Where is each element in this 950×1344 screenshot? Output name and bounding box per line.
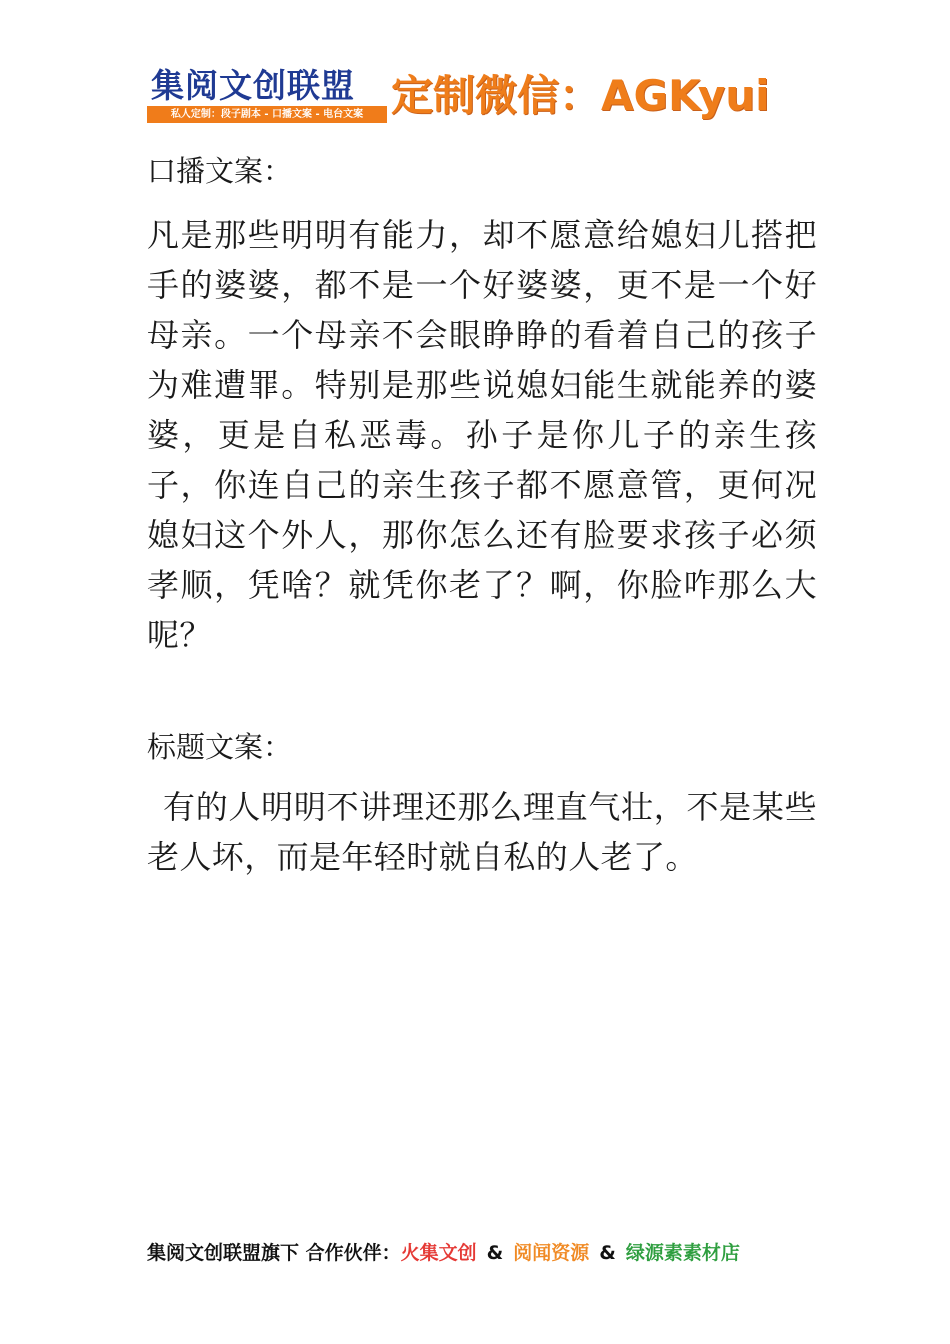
partner-yuewen: 阅闻资源 xyxy=(513,1242,590,1264)
oral-copy-paragraph: 凡是那些明明有能力，却不愿意给媳妇儿搭把手的婆婆，都不是一个好婆婆，更不是一个好母亲。一个母亲不会眼睁睁的看着自己的孩子为难遭罪。特别是那些说媳妇能生就能养的婆婆，更是自私恶毒。孙子是你儿子的亲生孩子，你连自己的亲生孩子都不愿意管，更何况媳妇这个外人，那你怎么还有脸要求孩子必须孝顺，凭啥？就凭你老了？啊，你脸咋那么大呢？ xyxy=(147,216,817,654)
ampersand: & xyxy=(599,1242,616,1264)
ampersand: & xyxy=(486,1242,504,1264)
oral-copy-heading: 口播文案： xyxy=(147,154,293,188)
logo-text: 集阅文创联盟 xyxy=(151,66,355,105)
partner-huoji: 火集文创 xyxy=(400,1242,477,1264)
partner-lvyuan: 绿源素素材店 xyxy=(625,1242,740,1264)
logo-subtitle: 私人定制：段子剧本 - 口播文案 - 电台文案 xyxy=(147,106,387,123)
footer-prefix: 集阅文创联盟旗下 合作伙伴： xyxy=(147,1242,401,1264)
title-copy-paragraph: 有的人明明不讲理还那么理直气壮，不是某些老人坏，而是年轻时就自私的人老了。 xyxy=(147,788,817,876)
document-body xyxy=(147,146,817,882)
section-spacer xyxy=(147,660,817,722)
logo xyxy=(147,66,387,126)
header-banner xyxy=(147,66,787,130)
title-copy-heading: 标题文案： xyxy=(147,730,293,764)
wechat-contact: 定制微信：AGKyui xyxy=(391,71,770,120)
footer-partners xyxy=(147,1238,827,1268)
